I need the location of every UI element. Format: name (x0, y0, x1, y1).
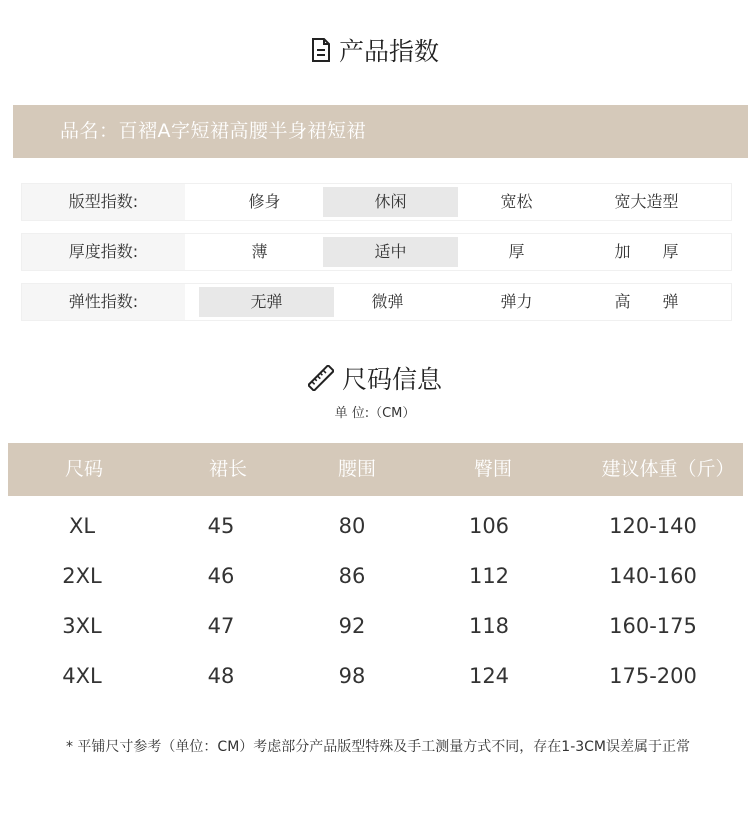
table-cell: 45 (207, 514, 235, 538)
index-option: 弹力 (500, 292, 533, 311)
unit-label: 单 位:（CM） (334, 406, 416, 421)
index-option: 宽松 (500, 192, 533, 211)
column-header-weight: 建议体重（斤） (601, 458, 735, 480)
table-cell: 124 (468, 664, 510, 688)
index-option: 高 弹 (614, 292, 679, 311)
index-label: 版型指数: (22, 184, 185, 220)
size-section-title (0, 358, 750, 398)
product-name: 品名：百褶A字短裙高腰半身裙短裙 (60, 120, 366, 142)
table-cell: 86 (338, 564, 366, 588)
index-option: 加 厚 (614, 242, 679, 261)
product-name-bar (13, 105, 748, 158)
table-cell: 106 (468, 514, 510, 538)
index-label: 弹性指数: (22, 284, 185, 320)
indices-section-title (0, 30, 750, 70)
table-cell: 175-200 (609, 664, 697, 688)
table-cell: XL (68, 514, 96, 538)
table-cell: 4XL (62, 664, 102, 688)
table-cell: 48 (207, 664, 235, 688)
table-cell: 112 (468, 564, 510, 588)
table-cell: 3XL (62, 614, 102, 638)
table-cell: 2XL (62, 564, 102, 588)
table-cell: 160-175 (609, 614, 697, 638)
ruler-icon (308, 365, 334, 391)
index-option-selected: 无弹 (199, 287, 334, 317)
size-table-header (8, 443, 743, 496)
document-icon (311, 38, 331, 62)
index-option: 微弹 (371, 292, 404, 311)
table-cell: 47 (207, 614, 235, 638)
column-header-hip: 臀围 (473, 458, 512, 480)
table-cell: 118 (468, 614, 510, 638)
indices-title-text: 产品指数 (338, 37, 439, 66)
column-header-size: 尺码 (64, 458, 103, 480)
fit-index-row (21, 183, 732, 221)
index-option-selected: 休闲 (323, 187, 458, 217)
table-cell: 46 (207, 564, 235, 588)
table-cell: 140-160 (609, 564, 697, 588)
size-title-text: 尺码信息 (341, 365, 442, 394)
table-cell: 80 (338, 514, 366, 538)
index-option-selected: 适中 (323, 237, 458, 267)
index-option: 宽大造型 (614, 192, 679, 211)
measurement-note: * 平铺尺寸参考（单位：CM）考虑部分产品版型特殊及手工测量方式不同，存在1-3CM误差属于正常 (65, 739, 691, 755)
index-label: 厚度指数: (22, 234, 185, 270)
table-cell: 120-140 (609, 514, 697, 538)
column-header-waist: 腰围 (337, 458, 376, 480)
index-option: 厚 (508, 242, 525, 261)
index-option: 薄 (251, 242, 268, 261)
thickness-index-row (21, 233, 732, 271)
column-header-length: 裙长 (208, 458, 247, 480)
table-cell: 92 (338, 614, 366, 638)
table-cell: 98 (338, 664, 366, 688)
index-option: 修身 (248, 192, 281, 211)
elasticity-index-row (21, 283, 732, 321)
